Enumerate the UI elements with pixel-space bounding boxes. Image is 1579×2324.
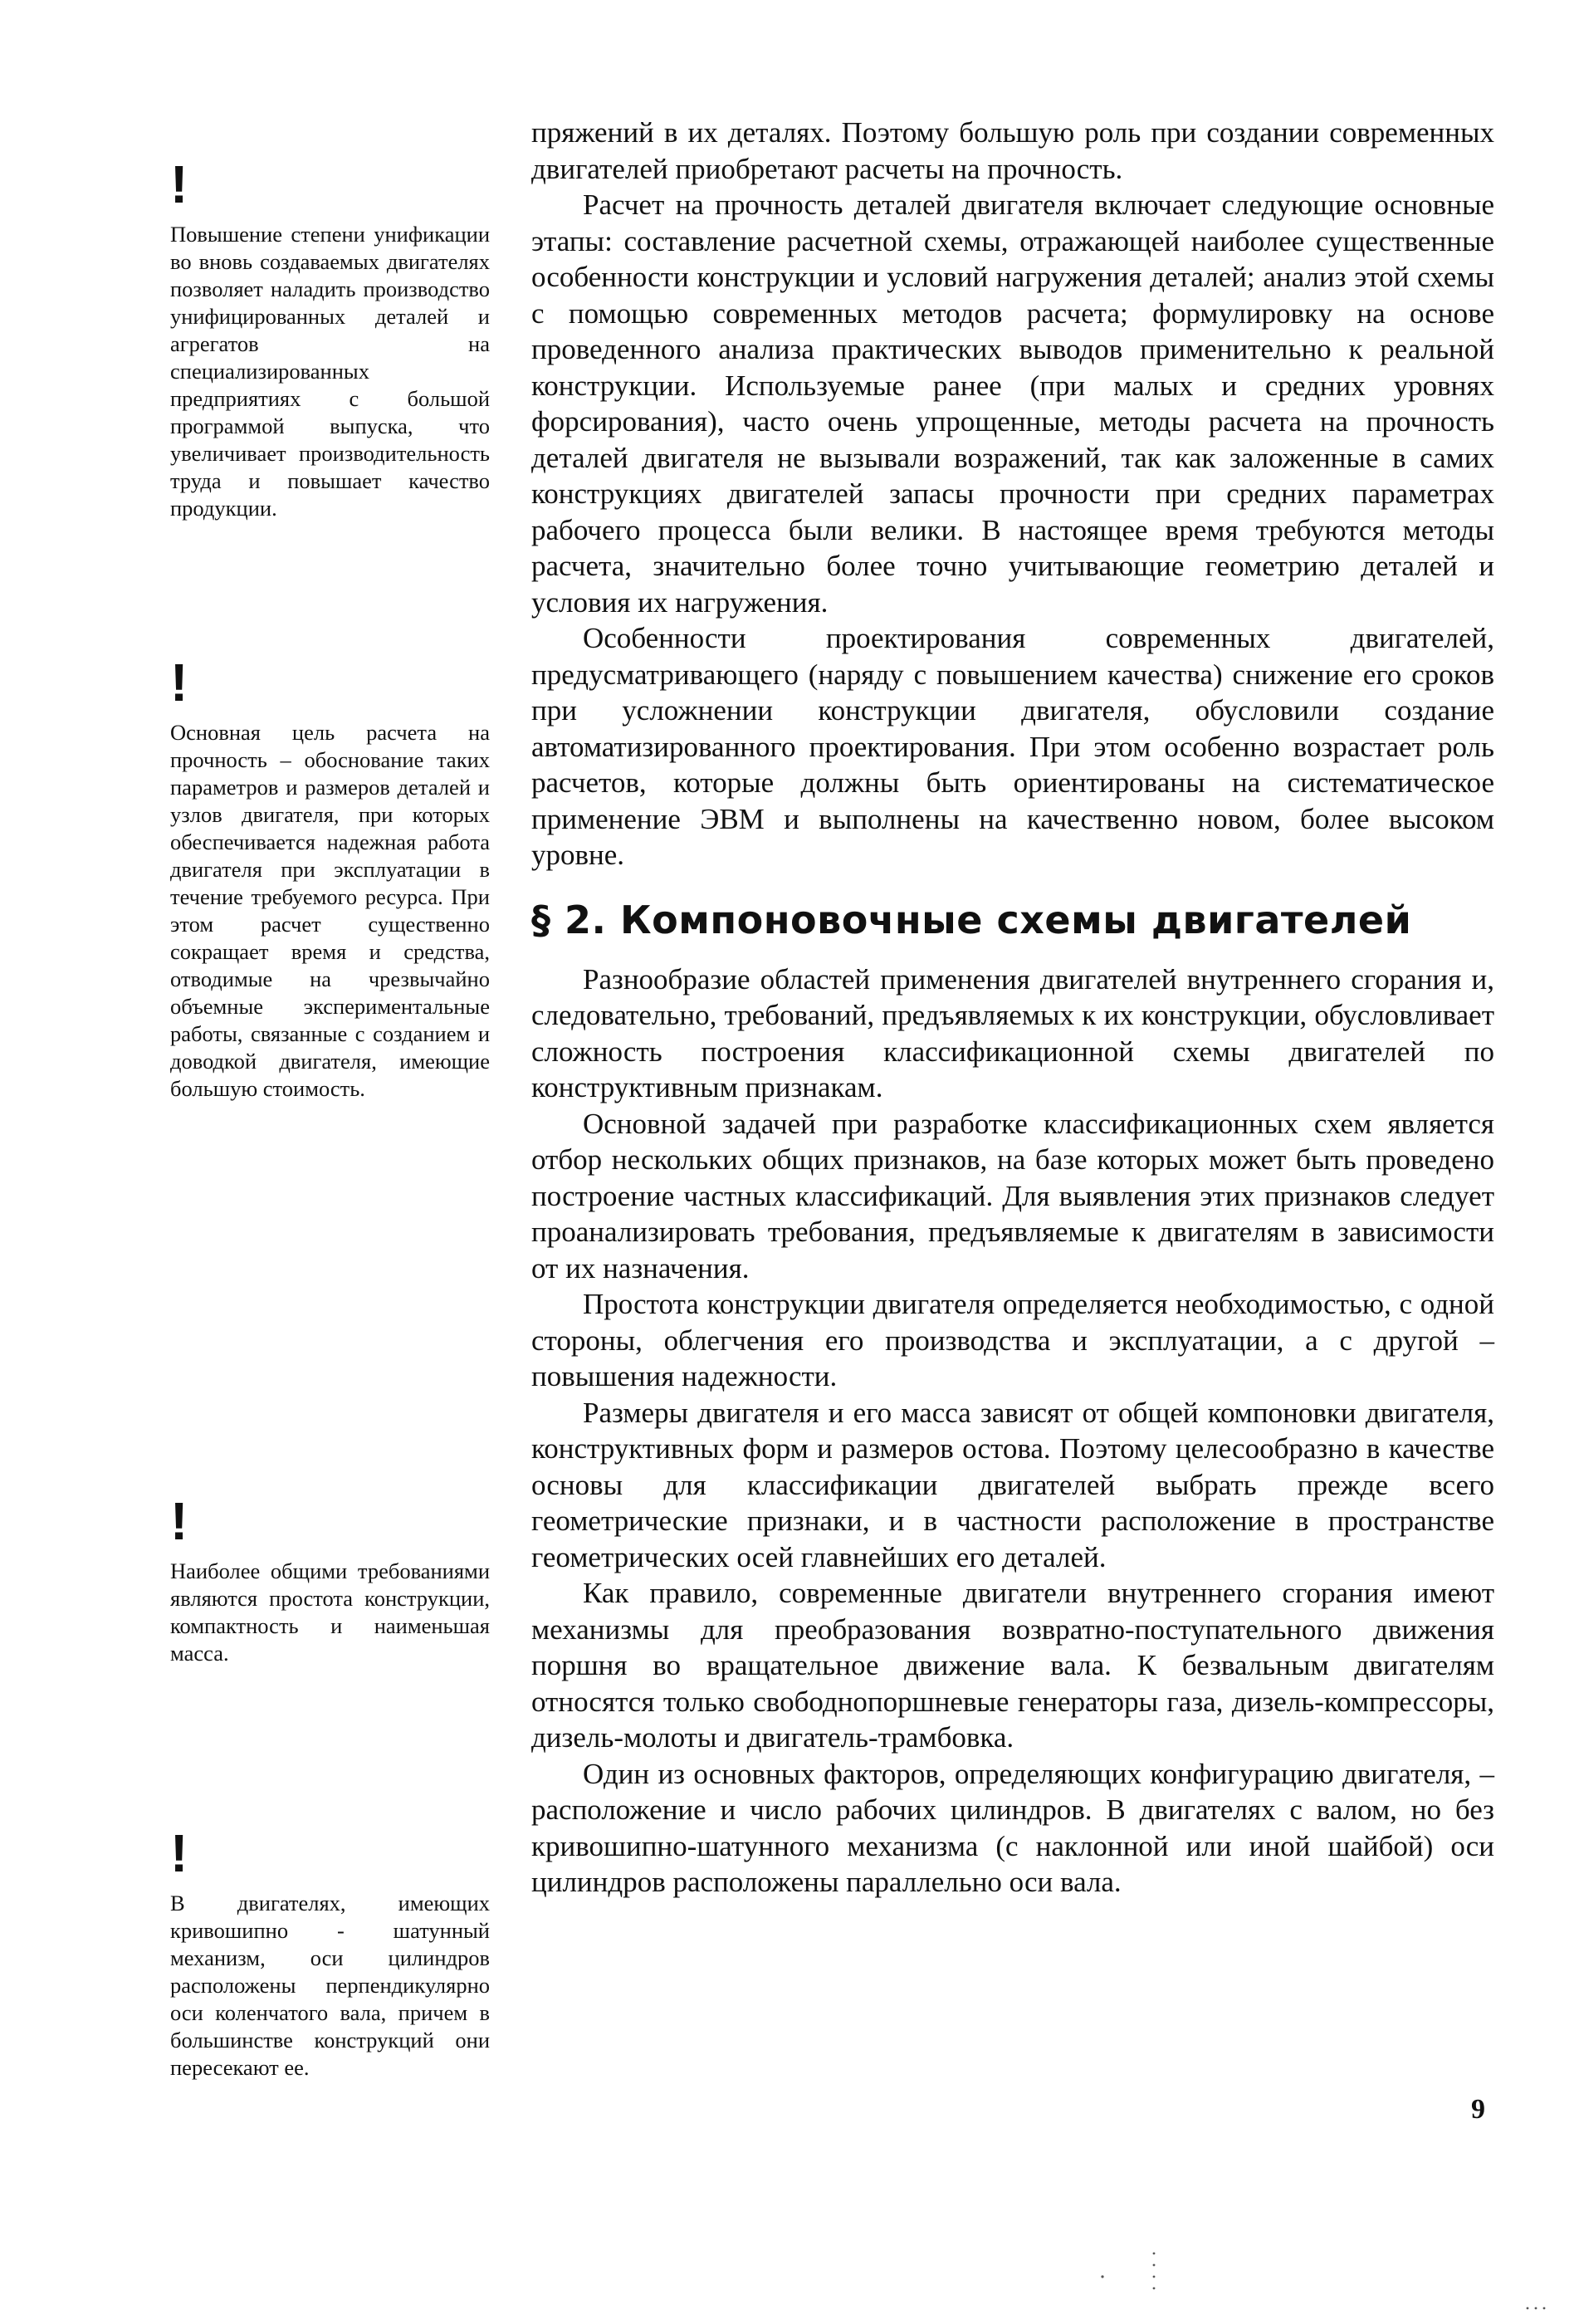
exclamation-icon: ! (170, 1823, 188, 1883)
margin-note-text: Наиболее общими требованиями являются простота конструкции, компактность и наименьшая масса. (170, 1558, 490, 1666)
paragraph: Как правило, современные двигатели внутреннего сгорания имеют механизмы для преобразования возвратно-поступательного движения поршня во вращательное движение вала. К безвальным двигателям относятся только свободнопоршневые генераторы газа, дизель-компрессоры, дизель-молоты и двигатель-трамбовка. (531, 1577, 1494, 1754)
scan-specks (1096, 2225, 1561, 2317)
exclamation-icon: ! (170, 1491, 188, 1551)
main-text-column (531, 115, 1494, 1901)
paragraph: пряжений в их деталях. Поэтому большую роль при создании современных двигателей приобретают расчеты на прочность. (531, 116, 1494, 185)
paragraph: Один из основных факторов, определяющих конфигурацию двигателя, – расположение и число рабочих цилиндров. В двигателях с валом, но без кривошипно-шатунного механизма (с наклонной или иной шайбой) оси цилиндров расположены параллельно оси вала. (531, 1757, 1494, 1898)
paragraph: Расчет на прочность деталей двигателя включает следующие основные этапы: составление расчетной схемы, отражающей наиболее существенные особенности конструкции и условий нагружения деталей; анализ этой схемы с помощью современных методов расчета; формулировку на основе проведенного анализа практических выводов применительно к реальной конструкции. Используемые ранее (при малых и средних уровнях форсирования), часто очень упрощенные, методы расчета на прочность деталей двигателя не вызывали возражений, так как заложенные в самих конструкциях двигателей запасы прочности при средних параметрах рабочего процесса были велики. В настоящее время требуются методы расчета, значительно более точно учитывающие геометрию деталей и условия их нагружения. (531, 188, 1494, 619)
margin-note-text: Основная цель расчета на прочность – обоснование таких параметров и размеров деталей и узлов двигателя, при которых обеспечивается надежная работа двигателя при эксплуатации в течение требуемого ресурса. При этом расчет существенно сокращает время и средства, отводимые на чрезвычайно объемные экспериментальные работы, связанные с созданием и доводкой двигателя, имеющие большую стоимость. (170, 720, 490, 1101)
margin-note-text: Повышение степени унификации во вновь создаваемых двигателях позволяет наладить производство унифицированных деталей и агрегатов на специализированных предприятиях с большой программой выпуска, что увеличивает производительность труда и повышает качество продукции. (170, 222, 490, 521)
exclamation-icon: ! (170, 653, 188, 712)
section-heading: § 2. Компоновочные схемы двигателей (531, 897, 1412, 942)
paragraph: Простота конструкции двигателя определяется необходимостью, с одной стороны, облегчения его производства и эксплуатации, а с другой – повышения надежности. (531, 1288, 1494, 1392)
paragraph: Особенности проектирования современных двигателей, предусматривающего (наряду с повышением качества) снижение его сроков при усложнении конструкции двигателя, обусловили создание автоматизированного проектирования. При этом особенно возрастает роль расчетов, которые должны быть ориентированы на систематическое применение ЭВМ и выполнены на качественно новом, более высоком уровне. (531, 622, 1494, 871)
paragraph: Основной задачей при разработке классификационных схем является отбор нескольких общих признаков, на базе которых может быть проведено построение частных классификаций. Для выявления этих признаков следует проанализировать требования, предъявляемые к двигателям в зависимости от их назначения. (531, 1107, 1494, 1284)
margin-note-text: В двигателях, имеющих кривошипно - шатунный механизм, оси цилиндров расположены перпендикулярно оси коленчатого вала, причем в большинстве конструкций они пересекают ее. (170, 1891, 490, 2080)
paragraph: Размеры двигателя и его масса зависят от общей компоновки двигателя, конструктивных форм и размеров остова. Поэтому целесообразно в качестве основы для классификации двигателей выбрать прежде всего геометрические признаки, и в частности расположение в пространстве геометрических осей главнейших его деталей. (531, 1396, 1494, 1573)
paragraph: Разнообразие областей применения двигателей внутреннего сгорания и, следовательно, требований, предъявляемых к их конструкции, обусловливает сложность построения классификационной схемы двигателей по конструктивным признакам. (531, 962, 1494, 1103)
exclamation-icon: ! (170, 154, 188, 214)
page-number: 9 (1471, 2094, 1485, 2125)
